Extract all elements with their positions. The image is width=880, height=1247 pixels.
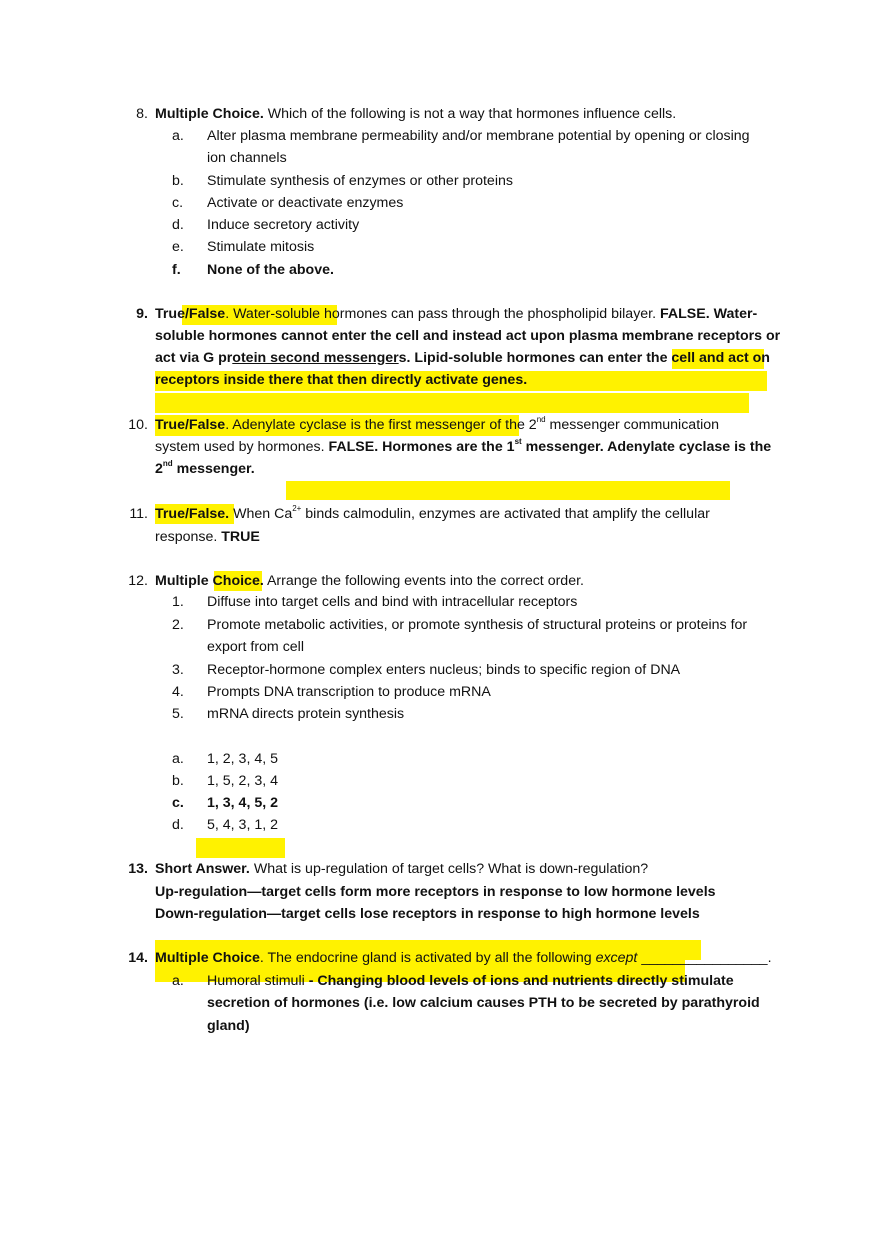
highlight: [196, 838, 285, 858]
option-letter: b.: [172, 773, 184, 789]
event-text: mRNA directs protein synthesis: [207, 706, 405, 722]
answer-fragment: messenger.: [172, 461, 255, 477]
question-type: True/False.: [155, 506, 230, 522]
question-8: [155, 105, 676, 123]
event-text: Promote metabolic activities, or promote synthesis of structural proteins or proteins for: [207, 617, 748, 633]
superscript: nd: [536, 415, 546, 425]
question-9: [155, 305, 757, 323]
event-text: Prompts DNA transcription to produce mRNA: [207, 684, 491, 700]
question-text: [155, 438, 771, 456]
answer-text: messenger. Adenylate cyclase is the: [521, 439, 772, 455]
event-text: Diffuse into target cells and bind with intracellular receptors: [207, 594, 578, 610]
answer-text: FALSE. Water-: [660, 306, 758, 322]
option-text: Stimulate synthesis of enzymes or other proteins: [207, 173, 513, 189]
question-11: [155, 505, 710, 523]
question-13: [155, 860, 648, 878]
superscript: 2+: [292, 504, 302, 514]
event-number: 1.: [172, 594, 184, 610]
italic-text: except: [595, 950, 638, 966]
answer-text: Down-regulation—target cells lose receptors in response to high hormone levels: [155, 906, 700, 922]
option-text: Activate or deactivate enzymes: [207, 195, 404, 211]
answer-text: gland): [207, 1018, 250, 1034]
question-text: response.: [155, 529, 222, 545]
underlined-text: otein second messenger: [232, 350, 399, 366]
option-text: ion channels: [207, 150, 287, 166]
question-number: 9.: [136, 306, 148, 322]
question-text: Arrange the following events into the correct order.: [263, 573, 584, 589]
highlight: [286, 481, 730, 500]
event-number: 3.: [172, 662, 184, 678]
answer-fragment: 2: [155, 461, 163, 477]
event-number: 5.: [172, 706, 184, 722]
question-type: Short Answer.: [155, 861, 250, 877]
option-letter: a.: [172, 751, 184, 767]
question-14: [155, 949, 772, 967]
answer-text: FALSE. Hormones are the 1: [328, 439, 515, 455]
answer-fragment: act via G pr: [155, 350, 233, 366]
answer-text: receptors inside there that then directly activate genes.: [155, 372, 528, 388]
superscript: st: [514, 437, 522, 447]
question-text: system used by hormones.: [155, 439, 329, 455]
option-text: 5, 4, 3, 1, 2: [207, 817, 278, 833]
question-text: . Adenylate cyclase is the first messenger of the 2: [225, 417, 537, 433]
question-12: [155, 572, 584, 590]
question-text: binds calmodulin, enzymes are activated that amplify the cellular: [301, 506, 710, 522]
question-text: [155, 528, 260, 546]
answer-text: TRUE: [221, 529, 260, 545]
option-letter: a.: [172, 973, 184, 989]
question-number: 12.: [128, 573, 148, 589]
question-text: . The endocrine gland is activated by all the following: [259, 950, 596, 966]
question-type: Multiple Choice.: [155, 573, 264, 589]
event-text: export from cell: [207, 639, 304, 655]
question-number: 10.: [128, 417, 148, 433]
event-number: 4.: [172, 684, 184, 700]
question-number: 13.: [128, 861, 148, 877]
option-text: 1, 2, 3, 4, 5: [207, 751, 278, 767]
option-text: Induce secretory activity: [207, 217, 360, 233]
question-text: When Ca: [229, 506, 293, 522]
option-text: [207, 972, 734, 990]
question-text: messenger communication: [545, 417, 720, 433]
highlight: [155, 393, 749, 413]
option-text: Stimulate mitosis: [207, 239, 315, 255]
option-letter: d.: [172, 217, 184, 233]
event-text: Receptor-hormone complex enters nucleus; binds to specific region of DNA: [207, 662, 681, 678]
question-type: Multiple Choice.: [155, 106, 264, 122]
question-number: 8.: [136, 106, 148, 122]
event-number: 2.: [172, 617, 184, 633]
answer-text: Up-regulation—target cells form more receptors in response to low hormone levels: [155, 884, 716, 900]
option-letter: d.: [172, 817, 184, 833]
question-text: What is up-regulation of target cells? What is down-regulation?: [249, 861, 649, 877]
option-text: Alter plasma membrane permeability and/or membrane potential by opening or closing: [207, 128, 750, 144]
option-text-answer: None of the above.: [207, 262, 334, 278]
option-letter: b.: [172, 173, 184, 189]
answer-blank: ________________.: [637, 950, 772, 966]
superscript: nd: [162, 459, 173, 469]
question-type: True/False: [155, 417, 226, 433]
question-type: True/False: [155, 306, 226, 322]
option-letter: f.: [172, 262, 181, 278]
option-label: Humoral stimuli: [207, 973, 305, 989]
question-number: 11.: [129, 506, 148, 522]
option-letter: c.: [172, 795, 184, 811]
question-number: 14.: [128, 950, 148, 966]
answer-text: [155, 349, 770, 367]
question-10: [155, 416, 719, 434]
answer-text: - Changing blood levels of ions and nutrients directly stimulate: [304, 973, 734, 989]
question-text: Which of the following is not a way that hormones influence cells.: [263, 106, 677, 122]
answer-fragment: s. Lipid-soluble hormones can enter the cell and act on: [398, 350, 770, 366]
option-letter: a.: [172, 128, 184, 144]
answer-text: [155, 460, 255, 478]
option-letter: e.: [172, 239, 184, 255]
option-text: 1, 5, 2, 3, 4: [207, 773, 278, 789]
answer-text: soluble hormones cannot enter the cell and instead act upon plasma membrane receptors or: [155, 328, 781, 344]
option-text-answer: 1, 3, 4, 5, 2: [207, 795, 278, 811]
question-text: . Water-soluble hormones can pass through the phospholipid bilayer.: [225, 306, 660, 322]
answer-text: secretion of hormones (i.e. low calcium causes PTH to be secreted by parathyroid: [207, 995, 760, 1011]
question-type: Multiple Choice: [155, 950, 260, 966]
option-letter: c.: [172, 195, 184, 211]
